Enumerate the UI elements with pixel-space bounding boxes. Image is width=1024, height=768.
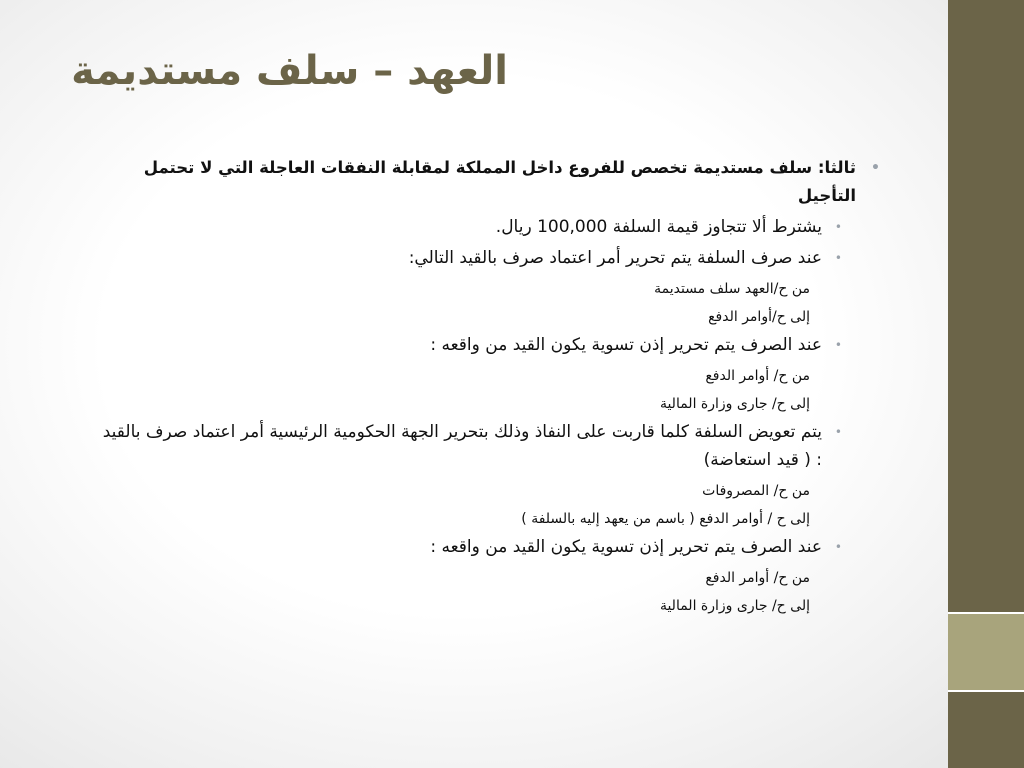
sub-bullet-item (100, 418, 842, 474)
journal-entry-line (100, 306, 810, 328)
sub-bullet-item (100, 213, 842, 241)
item-text: عند الصرف يتم تحرير إذن تسوية يكون القيد من واقعه : (430, 335, 822, 355)
item-text: من ح/ أوامر الدفع (705, 570, 810, 586)
slide-content (100, 154, 880, 617)
side-divider-line (948, 690, 1024, 692)
journal-entry-line (100, 278, 810, 300)
item-text: إلى ح/ جارى وزارة المالية (659, 598, 810, 614)
item-text: من ح/ المصروفات (702, 483, 810, 499)
item-text: إلى ح/أوامر الدفع (708, 309, 810, 325)
item-text: إلى ح/ جارى وزارة المالية (659, 396, 810, 412)
journal-entry-line (100, 567, 810, 589)
journal-entry-line (100, 393, 810, 415)
bullet-marker: • (871, 160, 880, 176)
side-accent-block (948, 614, 1024, 690)
journal-entry-line (100, 365, 810, 387)
sub-bullet-item (100, 331, 842, 359)
journal-entry-line (100, 508, 810, 530)
bullet-marker: • (834, 220, 842, 234)
item-text: يتم تعويض السلفة كلما قاربت على النفاذ وذلك بتحرير الجهة الحكومية الرئيسية أمر اعتماد صرف بالقيد : ( قيد استعاضة) (102, 422, 822, 470)
item-text: عند صرف السلفة يتم تحرير أمر اعتماد صرف بالقيد التالي: (408, 248, 822, 268)
main-bullet-item (100, 154, 880, 210)
slide-title: العهد – سلف مستديمة (71, 48, 508, 94)
bullet-marker: • (834, 425, 842, 439)
item-text: إلى ح / أوامر الدفع ( باسم من يعهد إليه بالسلفة ) (521, 511, 810, 527)
sub-bullet-item (100, 533, 842, 561)
journal-entry-line (100, 595, 810, 617)
journal-entry-line (100, 480, 810, 502)
item-text: يشترط ألا تتجاوز قيمة السلفة 100,000 ريال. (495, 217, 822, 237)
item-text: من ح/العهد سلف مستديمة (654, 281, 810, 297)
bullet-marker: • (834, 540, 842, 554)
bullet-marker: • (834, 338, 842, 352)
item-text: عند الصرف يتم تحرير إذن تسوية يكون القيد من واقعه : (430, 537, 822, 557)
item-text: ثالثا: سلف مستديمة تخصص للفروع داخل المملكة لمقابلة النفقات العاجلة التي لا تحتمل التأجيل (143, 158, 856, 205)
item-text: من ح/ أوامر الدفع (705, 368, 810, 384)
bullet-marker: • (834, 251, 842, 265)
sub-bullet-item (100, 244, 842, 272)
